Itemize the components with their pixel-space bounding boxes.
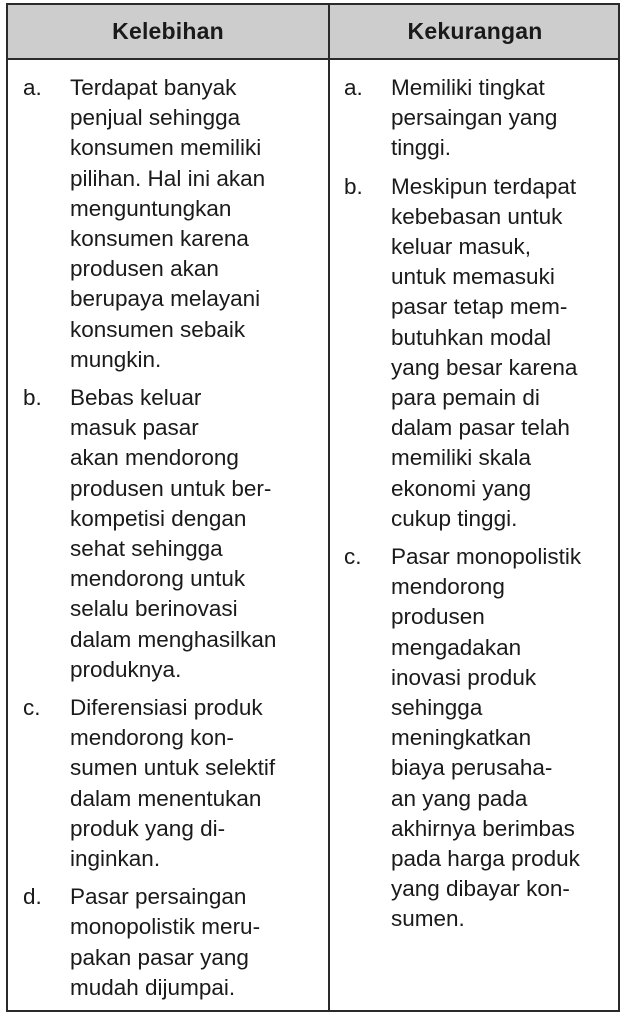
text-line: untuk memasuki: [391, 264, 555, 290]
text-line: konsumen sebaik: [70, 316, 246, 342]
text-line: cukup tinggi.: [391, 505, 518, 531]
text-line: akan mendorong: [70, 445, 239, 471]
text-line: memiliki skala: [391, 445, 532, 471]
item-marker: c.: [23, 695, 41, 721]
text-line: mengadakan: [391, 634, 522, 660]
kelebihan-item-b: [23, 383, 323, 685]
text-line: produsen untuk ber-: [70, 475, 272, 501]
text-line: biaya perusaha-: [391, 755, 553, 781]
text-line: selalu berinovasi: [70, 596, 238, 622]
item-marker: c.: [344, 544, 362, 570]
kelebihan-item-d: [23, 882, 323, 1003]
text-line: dalam menentukan: [70, 785, 262, 811]
kekurangan-item-b: [344, 172, 616, 534]
text-line: mendorong: [391, 574, 505, 600]
text-line: yang dibayar kon-: [391, 876, 570, 902]
text-line: produsen akan: [70, 256, 219, 282]
text-line: inovasi produk: [391, 664, 537, 690]
header-kekurangan: Kekurangan: [407, 18, 543, 44]
text-line: produsen: [391, 604, 485, 630]
text-line: Pasar monopolistik: [391, 544, 582, 570]
text-line: pada harga produk: [391, 846, 580, 872]
text-line: berupaya melayani: [70, 286, 261, 312]
text-line: sumen untuk selektif: [70, 755, 276, 781]
text-line: mungkin.: [70, 346, 162, 372]
kekurangan-item-c: [344, 542, 616, 935]
text-line: an yang pada: [391, 785, 528, 811]
text-line: masuk pasar: [70, 415, 199, 441]
text-line: menguntungkan: [70, 195, 232, 221]
text-line: mendorong kon-: [70, 725, 234, 751]
text-line: akhirnya berimbas: [391, 815, 575, 841]
item-marker: a.: [344, 75, 363, 100]
text-line: Terdapat banyak: [70, 75, 237, 100]
kekurangan-item-a: [344, 73, 616, 164]
text-line: para pemain di: [391, 385, 540, 411]
text-line: Meskipun terdapat: [391, 173, 577, 199]
item-marker: b.: [23, 385, 42, 411]
text-line: persaingan yang: [391, 105, 558, 131]
text-line: tinggi.: [391, 135, 452, 161]
text-line: kebebasan untuk: [391, 203, 563, 229]
text-line: butuhkan modal: [391, 324, 552, 350]
text-line: pilihan. Hal ini akan: [70, 165, 266, 191]
text-line: yang besar karena: [391, 354, 578, 380]
text-line: Diferensiasi produk: [70, 695, 263, 721]
text-line: konsumen karena: [70, 226, 249, 252]
text-line: meningkatkan: [391, 725, 532, 751]
item-text: [70, 383, 323, 685]
item-text: [391, 172, 616, 534]
text-line: sumen.: [391, 906, 465, 932]
text-line: ekonomi yang: [391, 475, 532, 501]
column-divider: [328, 5, 330, 1010]
text-line: produk yang di-: [70, 815, 226, 841]
item-text: [70, 882, 323, 1003]
item-marker: d.: [23, 884, 42, 910]
header-kelebihan: Kelebihan: [112, 18, 224, 44]
item-text: [391, 542, 616, 935]
text-line: produknya.: [70, 656, 182, 682]
text-line: mudah dijumpai.: [70, 974, 236, 1000]
text-line: kompetisi dengan: [70, 505, 247, 531]
text-line: dalam pasar telah: [391, 415, 570, 441]
table-header: [8, 5, 618, 60]
text-line: pakan pasar yang: [70, 944, 249, 970]
text-line: keluar masuk,: [391, 234, 532, 260]
text-line: konsumen memiliki: [70, 135, 262, 161]
kelebihan-list: [23, 73, 323, 1011]
text-line: sehat sehingga: [70, 536, 223, 562]
text-line: Pasar persaingan: [70, 884, 247, 910]
item-text: [70, 73, 323, 375]
text-line: mendorong untuk: [70, 566, 246, 592]
item-marker: b.: [344, 173, 363, 199]
item-text: [70, 693, 323, 874]
kekurangan-list: [344, 73, 616, 943]
text-line: sehingga: [391, 695, 483, 721]
text-line: monopolistik meru-: [70, 914, 261, 940]
text-line: Memiliki tingkat: [391, 75, 545, 100]
text-line: Bebas keluar: [70, 385, 202, 411]
text-line: inginkan.: [70, 846, 161, 872]
text-line: dalam menghasilkan: [70, 626, 277, 652]
kelebihan-item-c: [23, 693, 323, 874]
item-marker: a.: [23, 75, 42, 100]
item-text: [391, 73, 616, 164]
text-line: pasar tetap mem-: [391, 294, 568, 320]
comparison-table: [6, 3, 620, 1012]
kelebihan-item-a: [23, 73, 323, 375]
text-line: penjual sehingga: [70, 105, 241, 131]
